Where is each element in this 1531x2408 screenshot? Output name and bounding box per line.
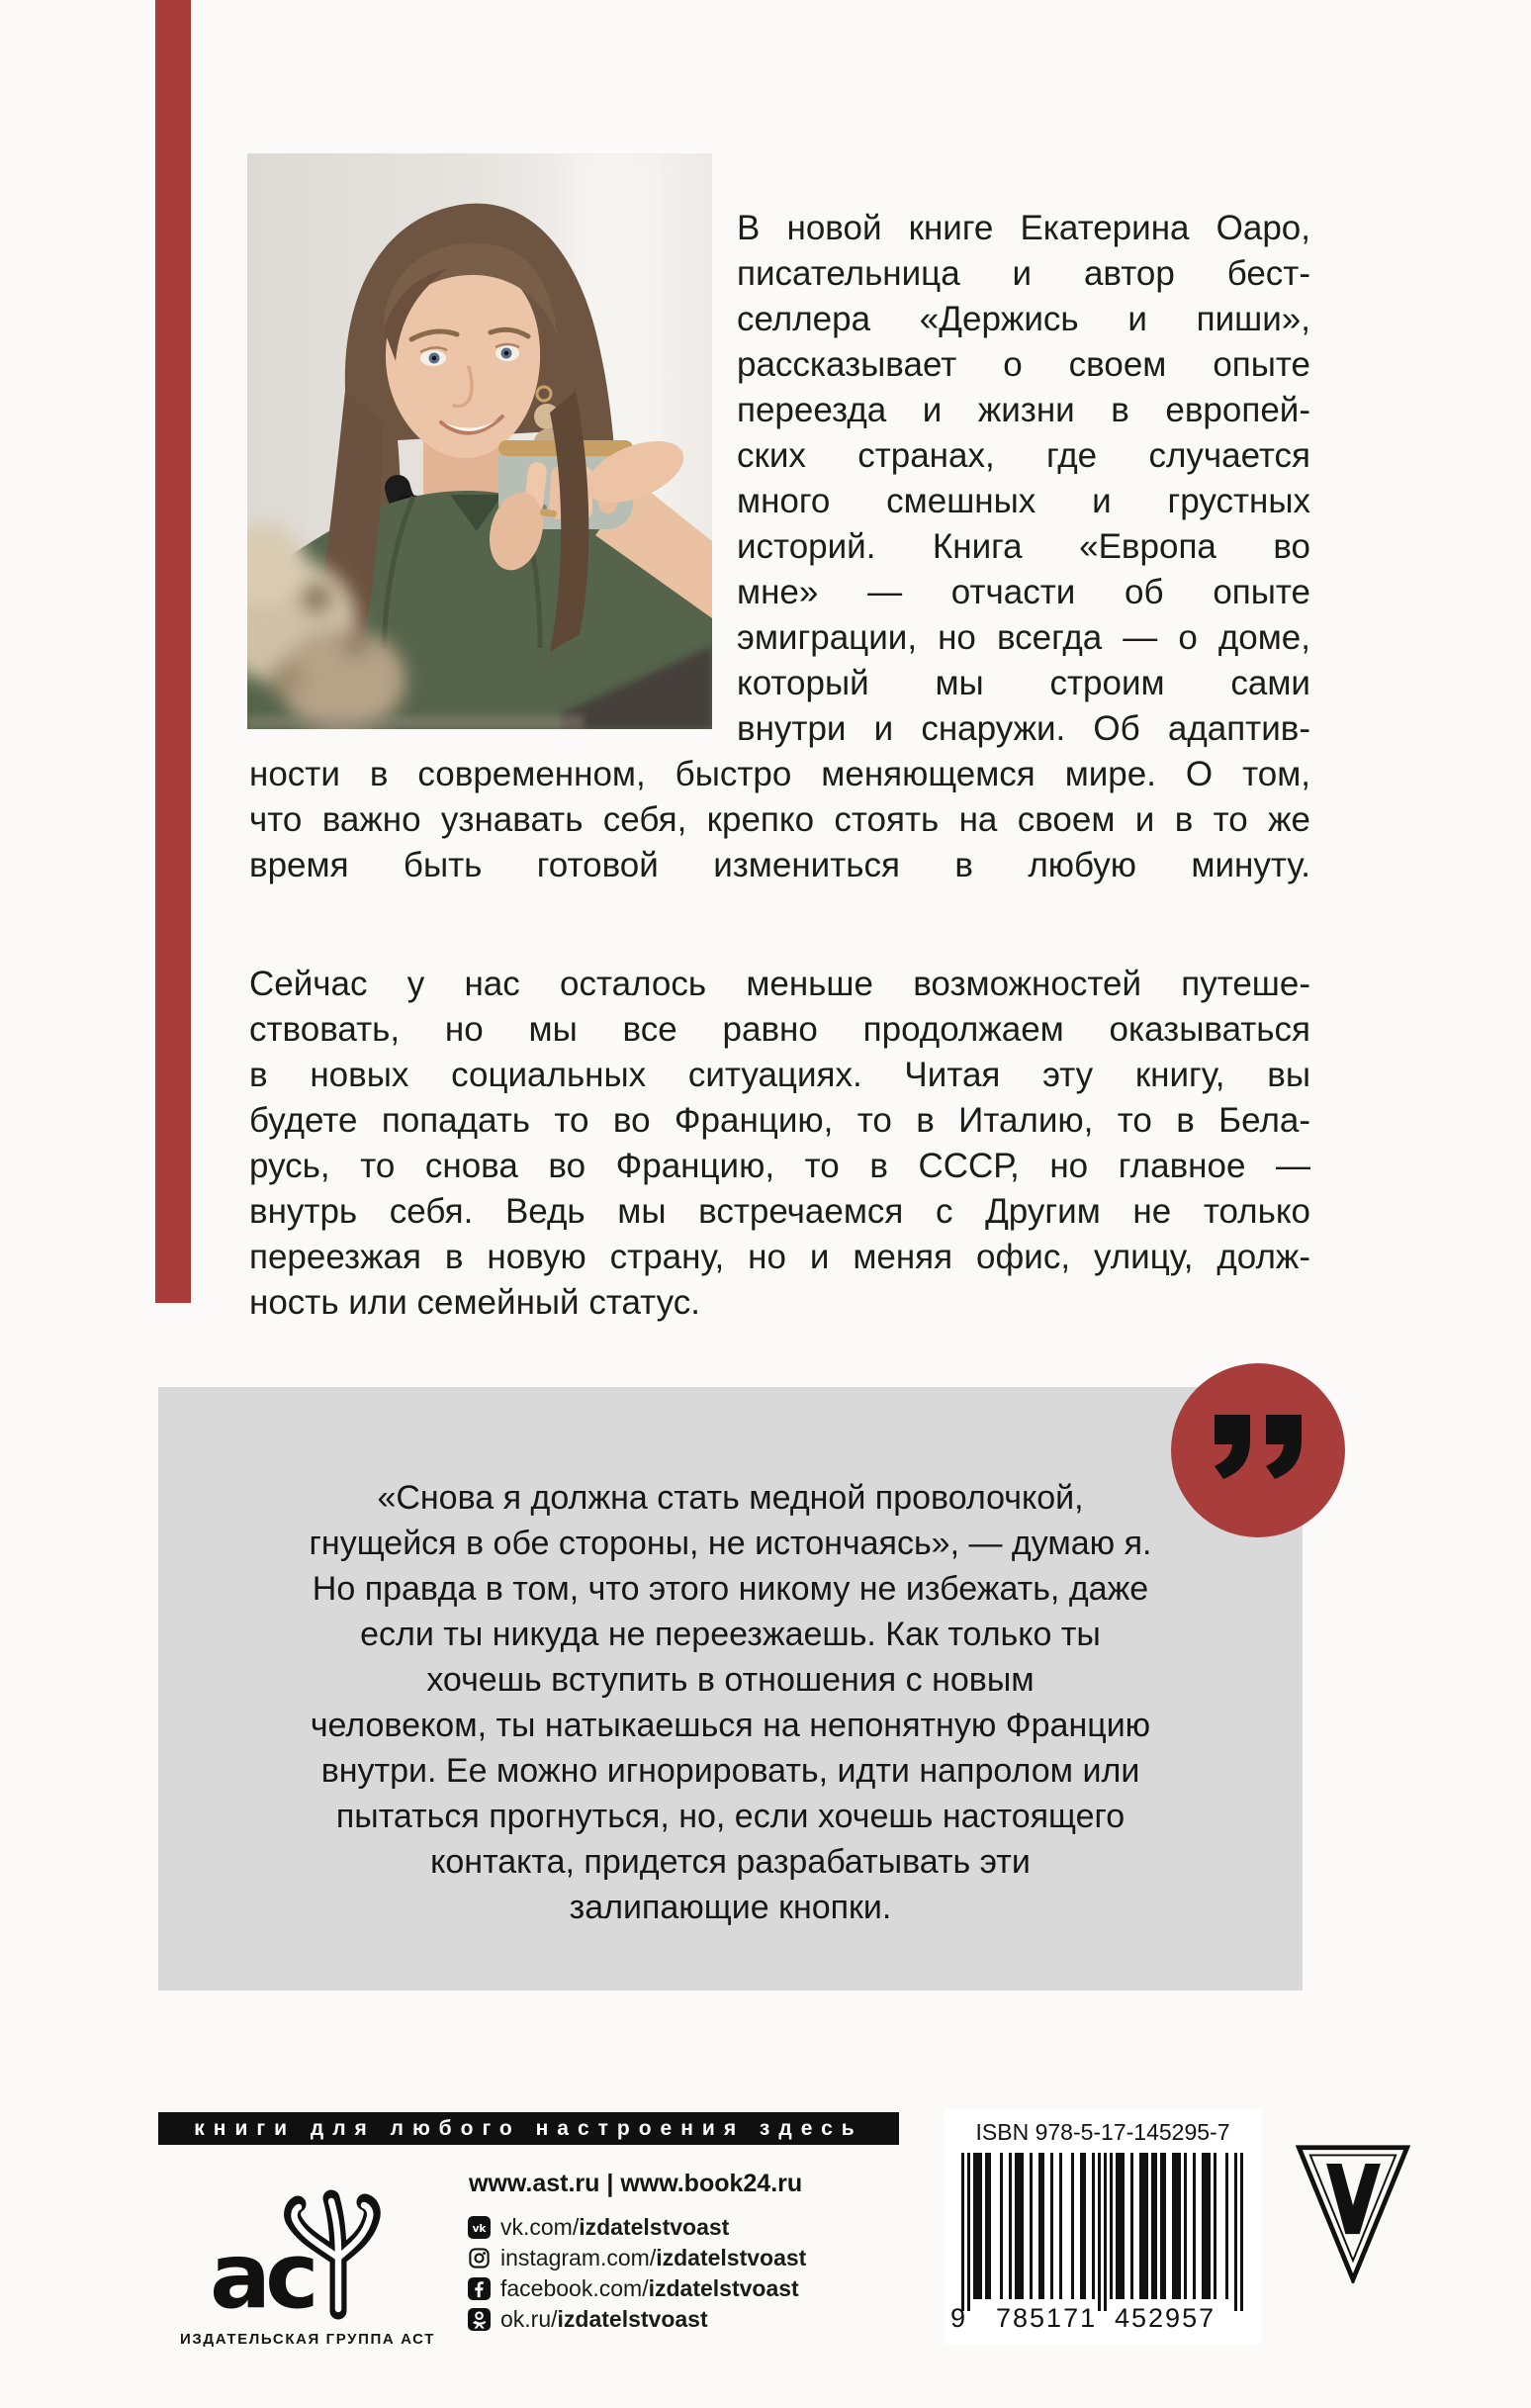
text-line: историй. Книга «Европа во — [737, 527, 1310, 566]
svg-text:ас: ас — [210, 2223, 314, 2323]
red-accent-stripe — [155, 0, 191, 1303]
text-line: переезжая в новую страну, но и меняя офис, улицу, долж- — [249, 1238, 1310, 1276]
text-line: русь, то снова во Францию, то в СССР, но главное — — [249, 1147, 1310, 1185]
social-link-vk — [468, 2216, 806, 2239]
text-line: если ты никуда не переезжаешь. Как только ты — [360, 1616, 1101, 1653]
text-line: в новых социальных ситуациях. Читая эту книгу, вы — [249, 1056, 1310, 1094]
social-link-instagram — [468, 2247, 806, 2269]
text-line: внутри. Ее можно игнорировать, идти напролом или — [320, 1752, 1140, 1790]
social-url: instagram.com/izdatelstvoast — [500, 2245, 807, 2270]
instagram-icon — [468, 2247, 491, 2269]
ast-logo — [210, 2163, 407, 2323]
text-line: В новой книге Екатерина Оаро, — [737, 209, 1310, 247]
annotation-paragraph-1-beside-photo — [737, 206, 1310, 752]
text-line: который мы строим сами — [737, 664, 1310, 702]
annotation-paragraph-1-full-width — [249, 752, 1310, 888]
text-line: контакта, придется разрабатывать эти — [430, 1843, 1031, 1881]
social-link-facebook — [468, 2277, 806, 2300]
text-line: ствовать, но мы все равно продолжаем оказываться — [249, 1010, 1310, 1049]
social-url: facebook.com/izdatelstvoast — [500, 2275, 799, 2301]
text-line: рассказывает о своем опыте — [737, 345, 1310, 384]
text-line: ность или семейный статус. — [249, 1283, 700, 1322]
svg-text:vk: vk — [472, 2222, 487, 2235]
barcode-digit-group: 9 — [950, 2303, 968, 2333]
slogan-banner: книги для любого настроения здесь — [158, 2112, 899, 2145]
quote-text — [257, 1475, 1204, 1930]
text-line: будете попадать то во Францию, то в Италию, то в Бела- — [249, 1101, 1310, 1140]
closing-double-quote-icon — [1213, 1413, 1307, 1496]
text-line: что важно узнавать себя, крепко стоять на своем и в то же — [249, 800, 1310, 839]
text-line: много смешных и грустных — [737, 482, 1310, 520]
social-links — [468, 2216, 806, 2331]
ok-icon — [468, 2308, 491, 2331]
text-line: мне» — отчасти об опыте — [737, 573, 1310, 611]
quote-badge — [1171, 1363, 1345, 1537]
barcode-block — [945, 2109, 1261, 2345]
text-line: ских странах, где случается — [737, 436, 1310, 475]
text-line: внутрь себя. Ведь мы встречаемся с Другим не только — [249, 1192, 1310, 1231]
social-link-ok — [468, 2308, 806, 2331]
ean13-barcode — [961, 2153, 1243, 2317]
text-line: селлера «Держись и пиши», — [737, 300, 1310, 338]
text-line: гнущейся в обе стороны, не истончаясь», — думаю я. — [309, 1525, 1152, 1562]
publisher-websites: www.ast.ru | www.book24.ru — [469, 2170, 803, 2197]
v-imprint-logo — [1296, 2141, 1410, 2283]
text-line: «Снова я должна стать медной проволочкой, — [377, 1479, 1084, 1517]
v-triangle-icon — [1296, 2141, 1410, 2283]
text-line: внутри и снаружи. Об адаптив- — [737, 709, 1310, 748]
barcode-digit-group: 452957 — [1115, 2303, 1216, 2333]
text-line: писательница и автор бест- — [737, 254, 1310, 293]
text-line: хочешь вступить в отношения с новым — [426, 1661, 1035, 1699]
facebook-icon — [468, 2277, 491, 2300]
text-line: пытаться прогнуться, но, если хочешь настоящего — [335, 1798, 1126, 1835]
ast-logo-caption: ИЗДАТЕЛЬСКАЯ ГРУППА АСТ — [180, 2331, 435, 2348]
author-photo-illustration — [247, 153, 712, 729]
annotation-paragraph-2 — [249, 962, 1310, 1326]
ast-logo-icon — [210, 2163, 407, 2323]
isbn-number: ISBN 978-5-17-145295-7 — [975, 2119, 1230, 2145]
text-line: Но правда в том, что этого никому не избежать, даже — [312, 1570, 1149, 1608]
social-url: vk.com/izdatelstvoast — [500, 2214, 730, 2240]
text-line: человеком, ты натыкаешься на непонятную Францию — [310, 1707, 1151, 1744]
text-line: залипающие кнопки. — [569, 1889, 892, 1926]
text-line: эмиграции, но всегда — о доме, — [737, 618, 1310, 657]
social-url: ok.ru/izdatelstvoast — [500, 2306, 708, 2332]
barcode-digit-group: 785171 — [996, 2303, 1098, 2333]
text-line: ности в современном, быстро меняющемся мире. О том, — [249, 755, 1310, 793]
text-line: переезда и жизни в европей- — [737, 391, 1310, 429]
vk-icon — [468, 2216, 491, 2239]
text-line: Сейчас у нас осталось меньше возможностей путеше- — [249, 965, 1310, 1003]
author-photo — [247, 153, 712, 729]
text-line: время быть готовой измениться в любую минуту. — [249, 846, 1310, 884]
